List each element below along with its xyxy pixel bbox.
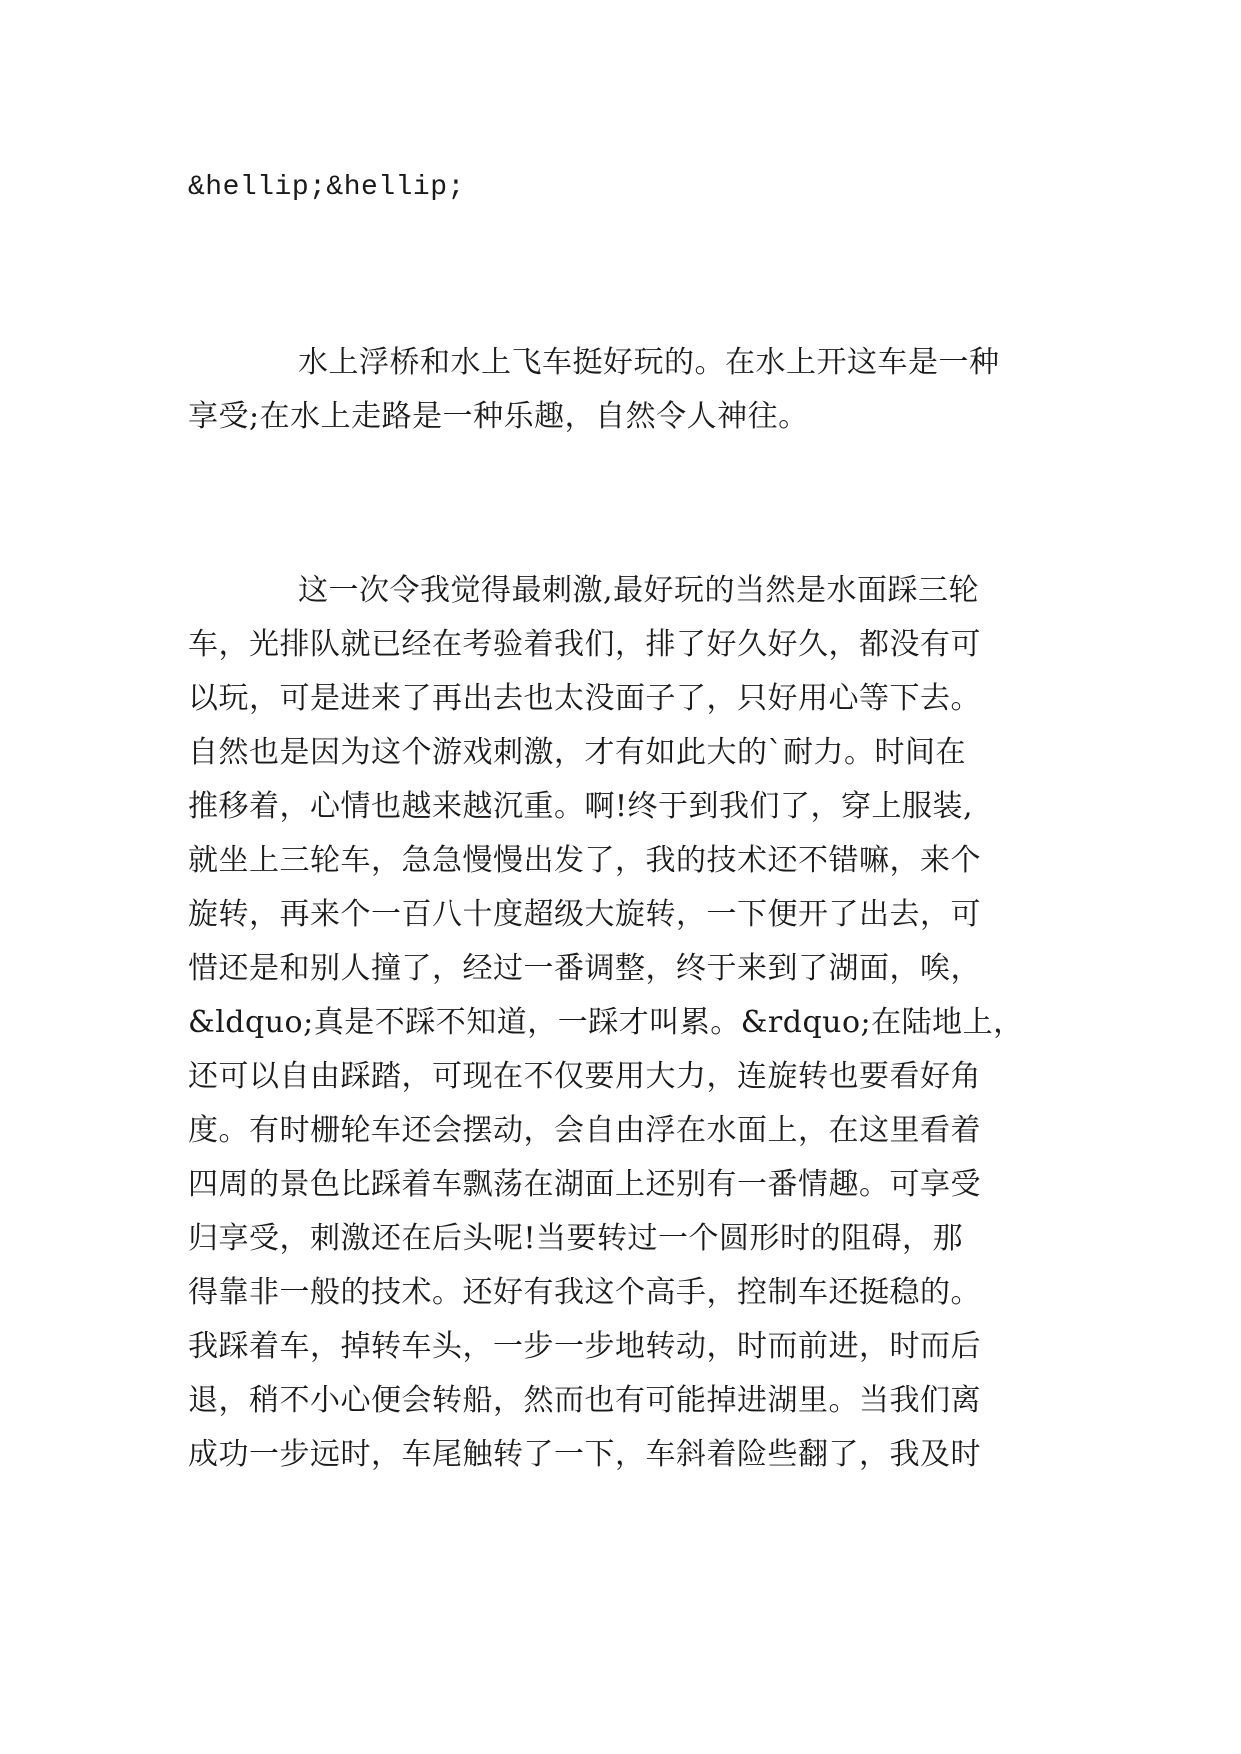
text-line: 度。有时栅轮车还会摆动，会自由浮在水面上，在这里看着 — [188, 1113, 981, 1148]
text-line: 还可以自由踩踏，可现在不仅要用大力，连旋转也要看好角 — [188, 1059, 981, 1094]
text-line: 这一次令我觉得最刺激,最好玩的当然是水面踩三轮 — [298, 573, 980, 608]
text-line: 水上浮桥和水上飞车挺好玩的。在水上开这车是一种 — [298, 345, 1000, 380]
text-line: 归享受，刺激还在后头呢!当要转过一个圆形时的阻碍，那 — [188, 1221, 964, 1256]
text-line: 旋转，再来个一百八十度超级大旋转，一下便开了出去，可 — [188, 897, 981, 932]
paragraph-floating-bridge — [188, 336, 1068, 444]
text-line: 车，光排队就已经在考验着我们，排了好久好久，都没有可 — [188, 627, 981, 662]
text-line: 成功一步远时，车尾触转了一下，车斜着险些翻了，我及时 — [188, 1437, 981, 1472]
text-line: &hellip;&hellip; — [188, 172, 465, 203]
text-line: 退，稍不小心便会转船，然而也有可能掉进湖里。当我们离 — [188, 1383, 981, 1418]
text-line: 自然也是因为这个游戏刺激，才有如此大的`耐力。时间在 — [188, 735, 966, 770]
text-line: 就坐上三轮车，急急慢慢出发了，我的技术还不错嘛，来个 — [188, 843, 981, 878]
text-line: 享受;在水上走路是一种乐趣，自然令人神往。 — [188, 399, 809, 434]
text-line: 四周的景色比踩着车飘荡在湖面上还别有一番情趣。可享受 — [188, 1167, 981, 1202]
text-line: 以玩，可是进来了再出去也太没面子了，只好用心等下去。 — [188, 681, 981, 716]
text-line: 得靠非一般的技术。还好有我这个高手，控制车还挺稳的。 — [188, 1275, 981, 1310]
text-line: 推移着，心情也越来越沉重。啊!终于到我们了，穿上服装, — [188, 789, 974, 824]
text-line: 我踩着车，掉转车头，一步一步地转动，时而前进，时而后 — [188, 1329, 981, 1364]
text-line: &ldquo;真是不踩不知道，一踩才叫累。&rdquo;在陆地上， — [188, 1005, 1024, 1040]
paragraph-water-tricycle — [188, 564, 1068, 1482]
ellipsis-paragraph — [188, 161, 1068, 215]
text-line: 惜还是和别人撞了，经过一番调整，终于来到了湖面，唉， — [188, 951, 981, 986]
